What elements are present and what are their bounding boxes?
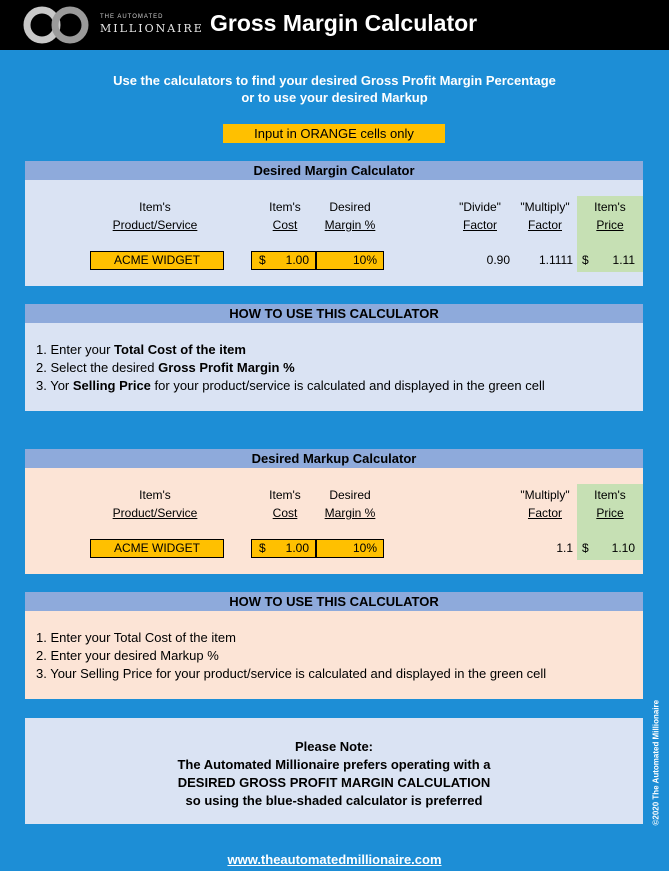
note-line-2: DESIRED GROSS PROFIT MARGIN CALCULATION bbox=[177, 775, 491, 790]
margin-howto-panel bbox=[25, 323, 643, 411]
col-multiply-header: "Multiply" Factor bbox=[520, 200, 570, 232]
margin-calc-panel bbox=[25, 180, 643, 286]
top-bar bbox=[0, 0, 669, 50]
markup-margin-input[interactable]: 10% bbox=[316, 539, 384, 558]
markup-multiply-factor-value: 1.1 bbox=[556, 541, 573, 555]
markup-howto-header: HOW TO USE THIS CALCULATOR bbox=[25, 592, 643, 611]
cost-currency-symbol: $ bbox=[259, 253, 266, 267]
instruction-badge: Input in ORANGE cells only bbox=[223, 124, 445, 143]
markup-cost-value: 1.00 bbox=[285, 541, 309, 555]
markup-step-2: 2. Enter your desired Markup % bbox=[36, 648, 219, 663]
note-line-1: The Automated Millionaire prefers operating with a bbox=[177, 757, 491, 772]
markup-howto-panel bbox=[25, 611, 643, 699]
cost-value: 1.00 bbox=[285, 253, 309, 267]
markup-item-input[interactable]: ACME WIDGET bbox=[90, 539, 224, 558]
note-line-3: so using the blue-shaded calculator is preferred bbox=[185, 793, 483, 808]
markup-step-1: 1. Enter your Total Cost of the item bbox=[36, 630, 236, 645]
margin-howto-header: HOW TO USE THIS CALCULATOR bbox=[25, 304, 643, 323]
note-title: Please Note: bbox=[294, 739, 374, 754]
multiply-factor-value: 1.1111 bbox=[538, 253, 573, 267]
markup-col-price-header: Item's Price bbox=[594, 488, 626, 520]
copyright bbox=[646, 699, 666, 828]
copyright-text: ©2020 The Automated Millionaire bbox=[651, 699, 661, 826]
note-panel bbox=[25, 718, 643, 824]
col-margin-header: Desired Margin % bbox=[324, 200, 376, 232]
item-input[interactable]: ACME WIDGET bbox=[90, 251, 224, 270]
intro-line-2: or to use your desired Markup bbox=[241, 90, 428, 105]
col-cost-header: Item's Cost bbox=[269, 200, 301, 232]
brand-logo-icon bbox=[22, 4, 94, 46]
price-currency-symbol: $ bbox=[582, 253, 589, 267]
markup-howto-steps bbox=[36, 629, 546, 683]
margin-step-1: 1. Enter your Total Cost of the item bbox=[36, 342, 246, 357]
markup-col-cost-header: Item's Cost bbox=[269, 488, 301, 520]
markup-col-multiply-header: "Multiply" Factor bbox=[520, 488, 570, 520]
col-divide-header: "Divide" Factor bbox=[459, 200, 501, 232]
markup-calc-header: Desired Markup Calculator bbox=[25, 449, 643, 468]
markup-price-currency-symbol: $ bbox=[582, 541, 589, 555]
brand-line-2: MILLIONAIRE bbox=[100, 22, 204, 35]
markup-col-margin-header: Desired Margin % bbox=[324, 488, 376, 520]
col-item-header: Item's Product/Service bbox=[112, 200, 198, 232]
margin-howto-steps bbox=[36, 341, 545, 395]
intro-line-1: Use the calculators to find your desired Gross Profit Margin Percentage bbox=[113, 73, 556, 88]
markup-step-3: 3. Your Selling Price for your product/service is calculated and displayed in the green cell bbox=[36, 666, 547, 681]
margin-calc-header: Desired Margin Calculator bbox=[25, 161, 643, 180]
page-title: Gross Margin Calculator bbox=[210, 10, 478, 36]
footer bbox=[0, 851, 669, 869]
brand-line-1: THE AUTOMATED bbox=[100, 14, 164, 20]
col-price-header: Item's Price bbox=[594, 200, 626, 232]
margin-step-2: 2. Select the desired Gross Profit Margin % bbox=[36, 360, 295, 375]
markup-calc-panel bbox=[25, 468, 643, 574]
markup-col-item-header: Item's Product/Service bbox=[112, 488, 198, 520]
markup-price-value: 1.10 bbox=[611, 541, 635, 555]
margin-input[interactable]: 10% bbox=[316, 251, 384, 270]
cost-input[interactable] bbox=[251, 251, 316, 270]
markup-cost-input[interactable] bbox=[251, 539, 316, 558]
margin-step-3: 3. Yor Selling Price for your product/service is calculated and displayed in the green cell bbox=[36, 378, 545, 393]
divide-factor-value: 0.90 bbox=[486, 253, 510, 267]
price-value: 1.11 bbox=[612, 253, 635, 267]
website-link[interactable]: www.theautomatedmillionaire.com bbox=[227, 852, 442, 867]
markup-cost-currency-symbol: $ bbox=[259, 541, 266, 555]
